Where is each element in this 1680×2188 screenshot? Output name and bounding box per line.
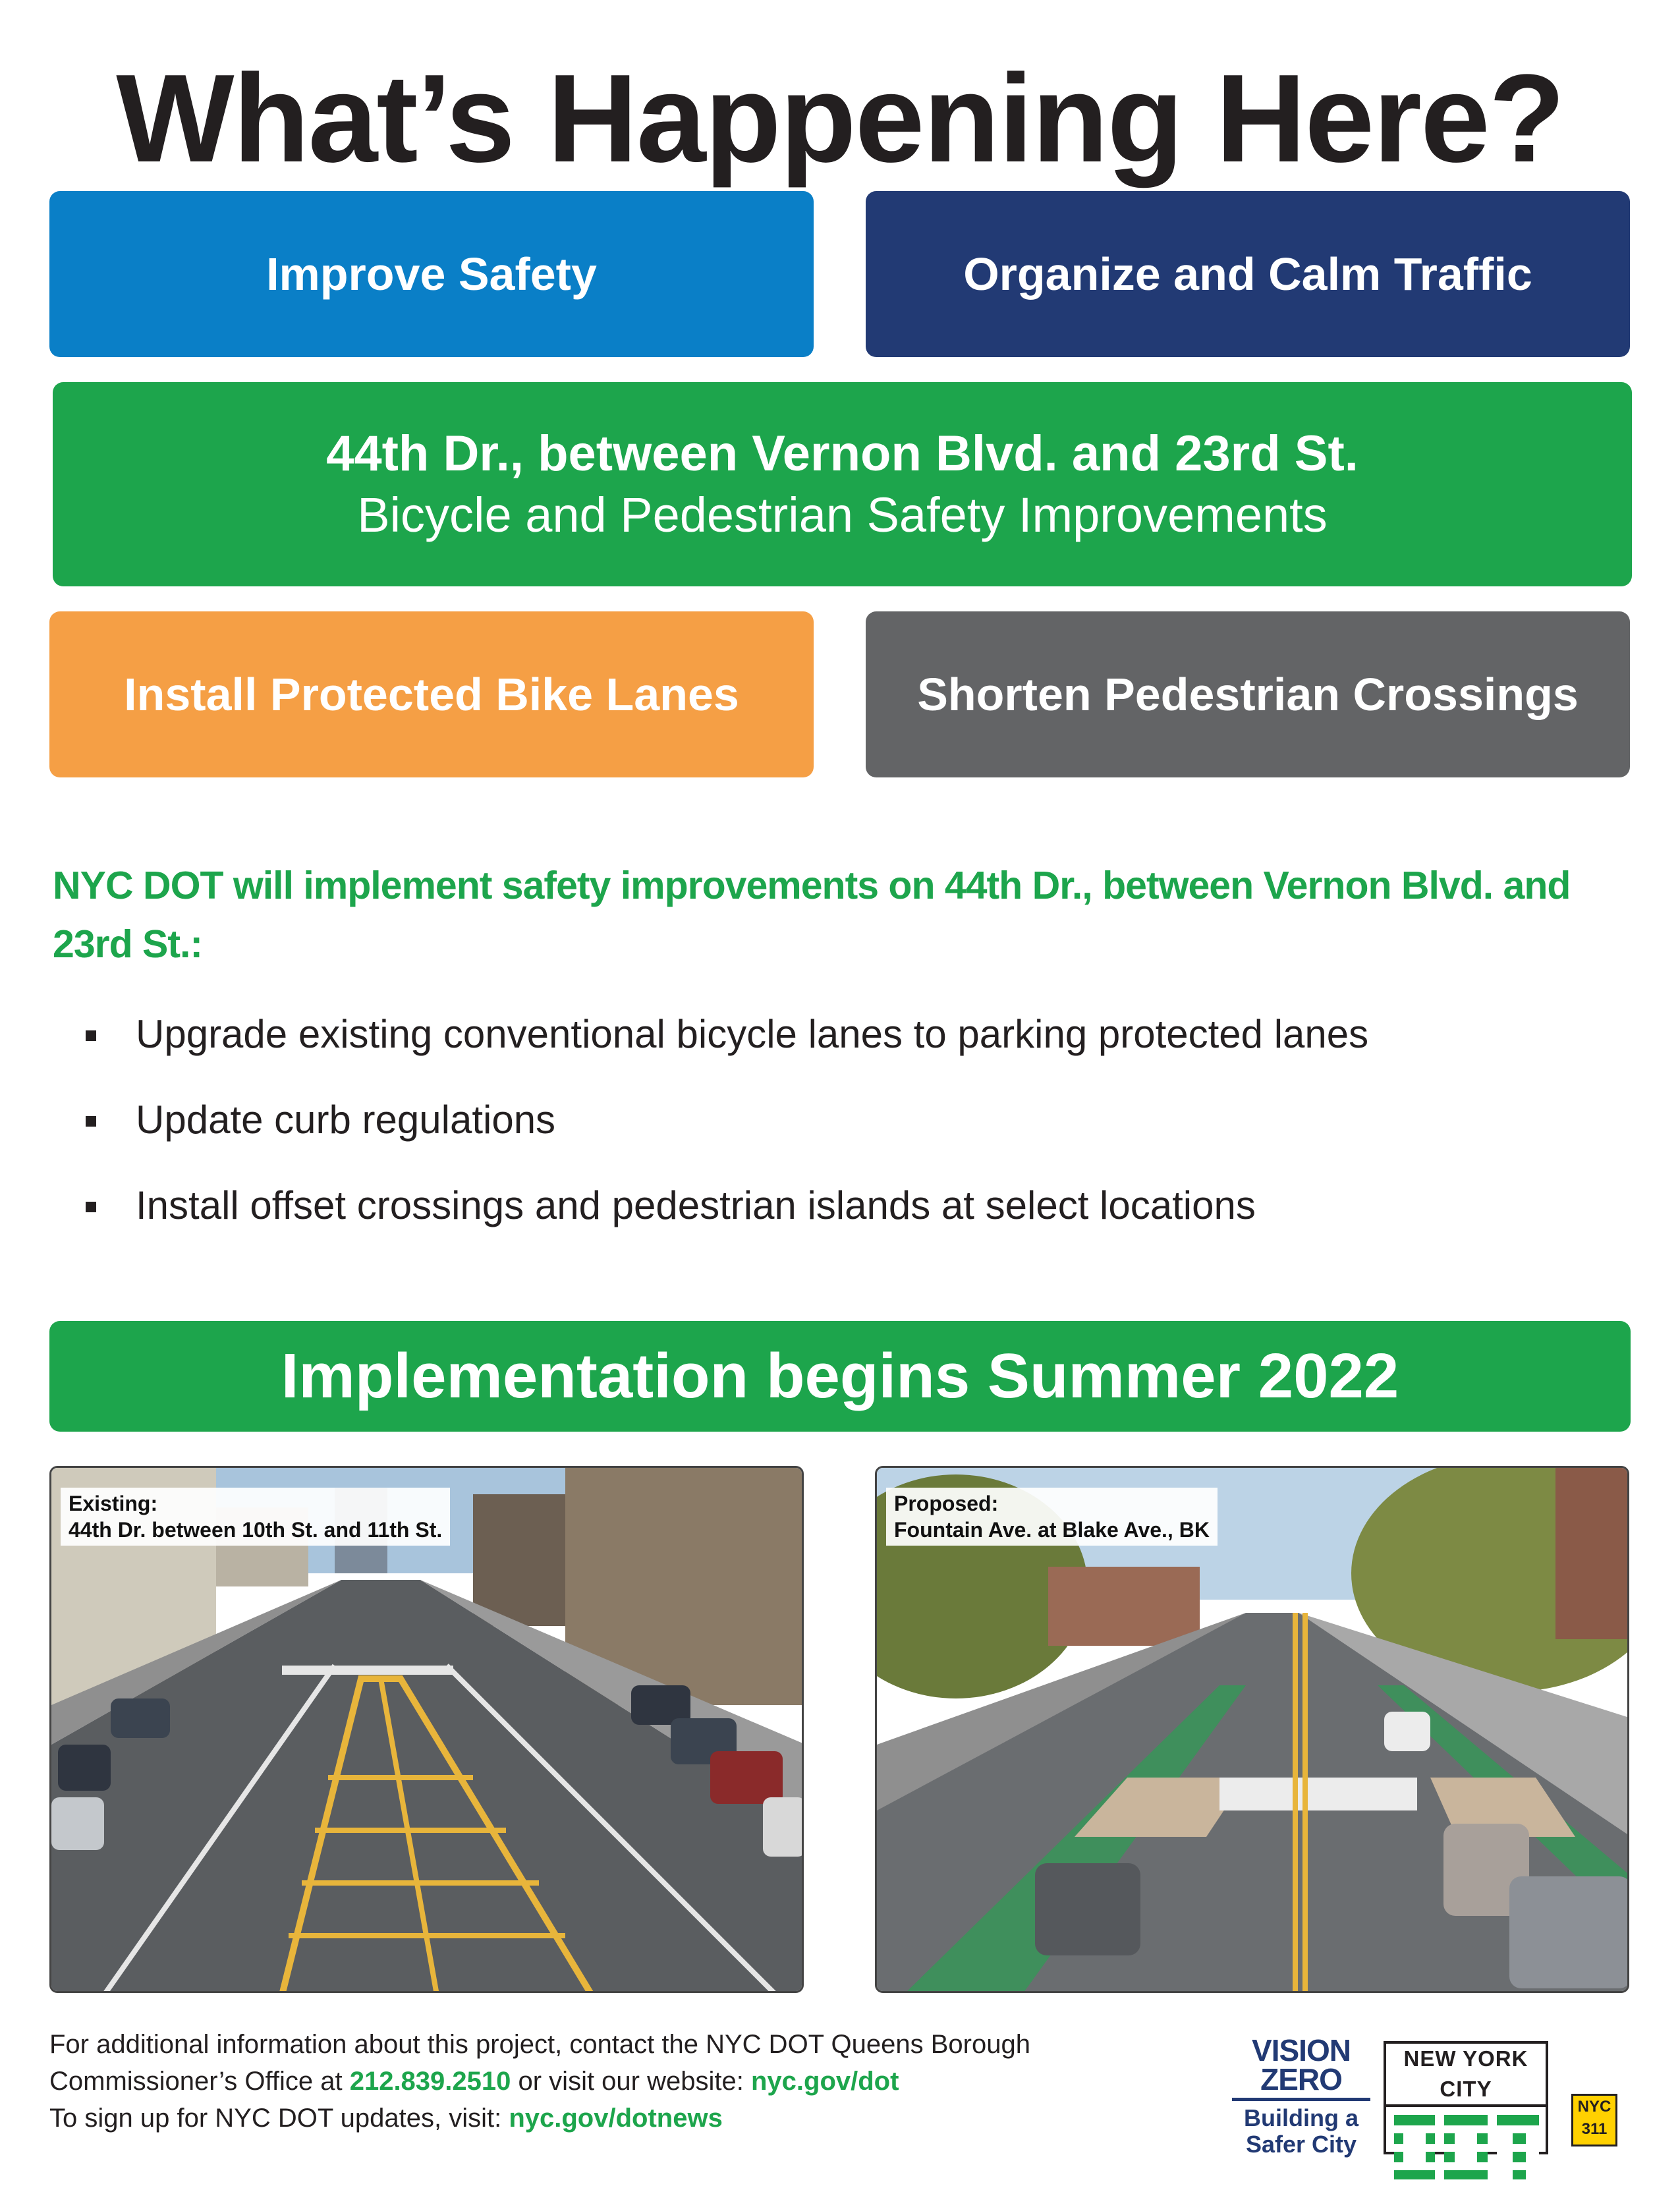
existing-street-photo [49,1466,804,1993]
footer-line-2-prefix: Commissioner’s Office at [49,2067,350,2096]
footer-line-2-mid: or visit our website: [511,2067,751,2096]
list-item [86,1011,1601,1097]
proposed-street-illustration [877,1468,1629,1993]
vision-zero-tagline-1: Building a [1244,2104,1358,2131]
dotnews-link[interactable]: nyc.gov/dotnews [509,2104,723,2133]
vision-zero-logo [1225,2033,1377,2158]
ped-crossings-label: Shorten Pedestrian Crossings [917,669,1579,720]
nyc-311-top: NYC [1577,2098,1611,2116]
implementation-banner: Implementation begins Summer 2022 [49,1321,1631,1432]
intro-text: NYC DOT will implement safety improvements on 44th Dr., between Vernon Blvd. and 23rd St.: [53,864,1571,966]
nyc-dot-logo-header: NEW YORK CITY [1386,2044,1546,2107]
project-subtitle: Bicycle and Pedestrian Safety Improvements [357,488,1328,543]
proposed-caption [886,1488,1218,1546]
page-title: What’s Happening Here? [116,49,1564,188]
project-location: 44th Dr., between Vernon Blvd. and 23rd St. [326,426,1358,482]
proposed-label: Proposed: [894,1492,999,1515]
bullet-icon [86,1116,96,1127]
improve-safety-label: Improve Safety [266,248,597,300]
bike-lanes-box [49,611,814,777]
nyc-311-logo [1571,2094,1617,2146]
vision-zero-title-1: VISION [1252,2033,1351,2067]
proposed-street-photo [875,1466,1629,1993]
footer-line-2 [49,2063,1136,2100]
dot-lettering-icon [1386,2107,1546,2185]
nyc-311-bottom: 311 [1581,2120,1608,2138]
existing-label: Existing: [69,1492,158,1515]
organize-traffic-box [866,191,1630,357]
list-item [86,1097,1601,1183]
footer-line-3-prefix: To sign up for NYC DOT updates, visit: [49,2104,509,2133]
bullet-icon [86,1030,96,1041]
list-item-text: Upgrade existing conventional bicycle lanes to parking protected lanes [136,1012,1369,1056]
nyc-dot-logo [1384,2041,1548,2154]
existing-caption [61,1488,450,1546]
improve-safety-box [49,191,814,357]
list-item-text: Install offset crossings and pedestrian islands at select locations [136,1183,1256,1227]
project-banner [53,382,1632,586]
proposed-location: Fountain Ave. at Blake Ave., BK [894,1518,1210,1542]
vision-zero-divider [1232,2098,1370,2101]
footer-line-1: For additional information about this project, contact the NYC DOT Queens Borough [49,2030,1030,2059]
website-link[interactable]: nyc.gov/dot [750,2067,899,2096]
footer-line-3 [49,2100,1136,2137]
list-item-text: Update curb regulations [136,1098,556,1142]
footer-contact [49,2026,1136,2137]
improvement-list [86,1011,1601,1268]
existing-street-illustration [51,1468,804,1993]
ped-crossings-box [866,611,1630,777]
organize-traffic-label: Organize and Calm Traffic [963,248,1532,300]
vision-zero-title-2: ZERO [1260,2062,1342,2096]
vision-zero-tagline-2: Safer City [1245,2131,1357,2158]
phone-link[interactable]: 212.839.2510 [349,2067,511,2096]
existing-location: 44th Dr. between 10th St. and 11th St. [69,1518,443,1542]
bullet-icon [86,1202,96,1212]
list-item [86,1183,1601,1268]
bike-lanes-label: Install Protected Bike Lanes [124,669,739,720]
